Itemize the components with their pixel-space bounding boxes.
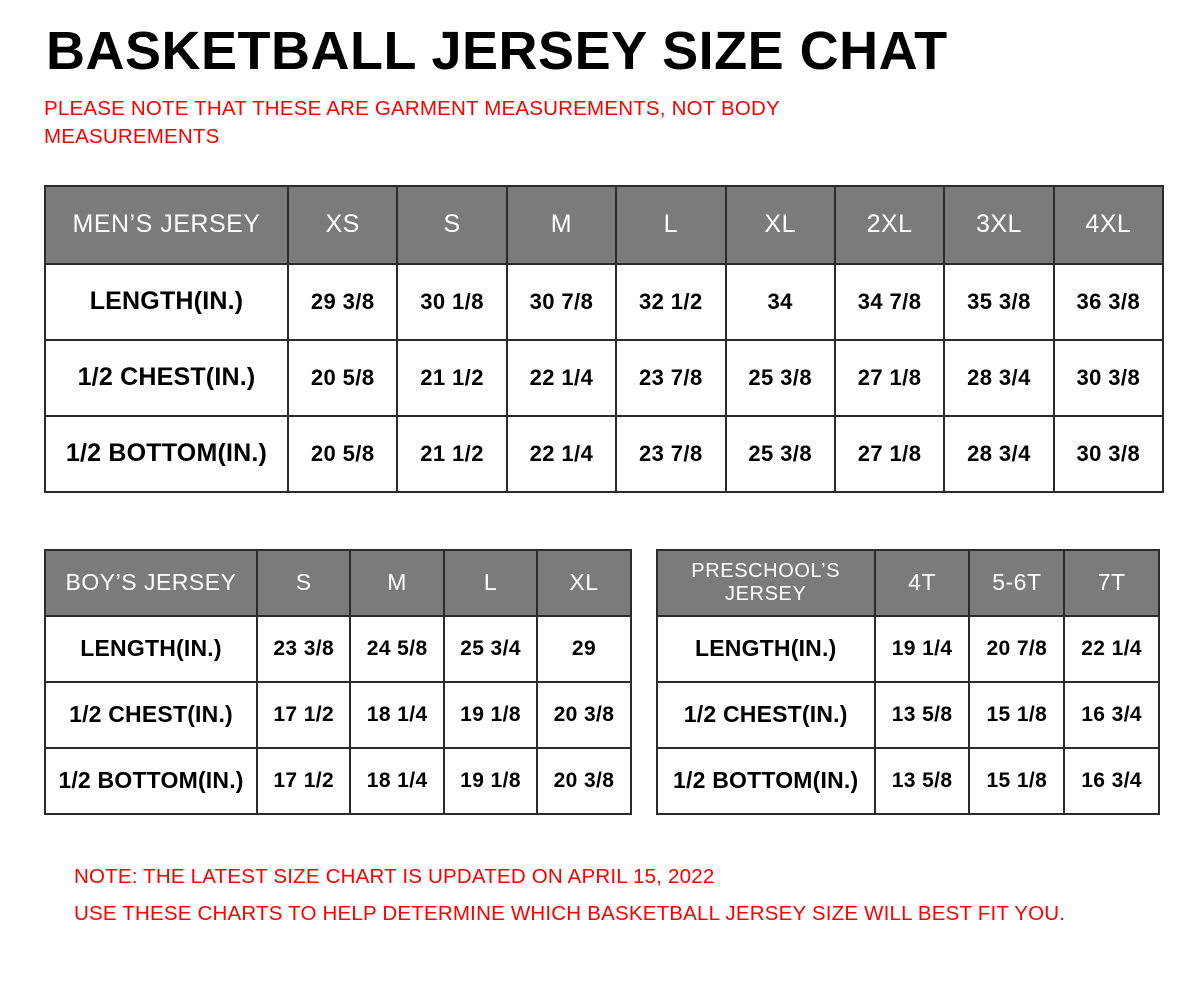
mens-row-label-bottom: 1/2 BOTTOM(IN.) <box>45 416 288 492</box>
boys-bottom-l: 19 1/8 <box>444 748 537 814</box>
preschool-bottom-7t: 16 3/4 <box>1064 748 1159 814</box>
mens-bottom-m: 22 1/4 <box>507 416 616 492</box>
boys-length-s: 23 3/8 <box>257 616 350 682</box>
mens-length-s: 30 1/8 <box>397 264 506 340</box>
preschool-length-4t: 19 1/4 <box>875 616 970 682</box>
boys-row-label-length: LENGTH(IN.) <box>45 616 257 682</box>
mens-length-4xl: 36 3/8 <box>1054 264 1163 340</box>
boys-bottom-xl: 20 3/8 <box>537 748 630 814</box>
preschool-length-5-6t: 20 7/8 <box>969 616 1064 682</box>
mens-chest-s: 21 1/2 <box>397 340 506 416</box>
boys-size-l: L <box>444 550 537 616</box>
preschool-row-label-chest: 1/2 CHEST(IN.) <box>657 682 875 748</box>
mens-size-m: M <box>507 186 616 264</box>
mens-bottom-l: 23 7/8 <box>616 416 725 492</box>
mens-chest-2xl: 27 1/8 <box>835 340 944 416</box>
table-row <box>657 682 1159 748</box>
table-header-row <box>45 186 1163 264</box>
bottom-note-update: NOTE: THE LATEST SIZE CHART IS UPDATED ON APRIL 15, 2022 <box>74 864 715 888</box>
boys-size-m: M <box>350 550 443 616</box>
mens-chest-m: 22 1/4 <box>507 340 616 416</box>
mens-row-label-length: LENGTH(IN.) <box>45 264 288 340</box>
boys-bottom-m: 18 1/4 <box>350 748 443 814</box>
mens-header-label: MEN’S JERSEY <box>45 186 288 264</box>
preschool-size-4t: 4T <box>875 550 970 616</box>
table-row <box>45 748 631 814</box>
mens-size-s: S <box>397 186 506 264</box>
boys-chest-l: 19 1/8 <box>444 682 537 748</box>
boys-jersey-table <box>44 549 632 815</box>
top-note: PLEASE NOTE THAT THESE ARE GARMENT MEASUREMENTS, NOT BODY MEASUREMENTS <box>44 97 780 149</box>
preschool-chest-5-6t: 15 1/8 <box>969 682 1064 748</box>
mens-bottom-s: 21 1/2 <box>397 416 506 492</box>
mens-size-xs: XS <box>288 186 397 264</box>
boys-length-xl: 29 <box>537 616 630 682</box>
mens-chest-l: 23 7/8 <box>616 340 725 416</box>
mens-bottom-2xl: 27 1/8 <box>835 416 944 492</box>
mens-bottom-xl: 25 3/8 <box>726 416 835 492</box>
table-header-row <box>45 550 631 616</box>
table-row <box>45 616 631 682</box>
preschool-bottom-5-6t: 15 1/8 <box>969 748 1064 814</box>
table-row <box>45 682 631 748</box>
mens-length-m: 30 7/8 <box>507 264 616 340</box>
boys-length-l: 25 3/4 <box>444 616 537 682</box>
mens-chest-xs: 20 5/8 <box>288 340 397 416</box>
boys-length-m: 24 5/8 <box>350 616 443 682</box>
preschool-bottom-4t: 13 5/8 <box>875 748 970 814</box>
page-title: BASKETBALL JERSEY SIZE CHAT <box>46 21 948 81</box>
table-header-row <box>657 550 1159 616</box>
boys-size-s: S <box>257 550 350 616</box>
mens-size-4xl: 4XL <box>1054 186 1163 264</box>
mens-chest-xl: 25 3/8 <box>726 340 835 416</box>
mens-chest-4xl: 30 3/8 <box>1054 340 1163 416</box>
mens-length-3xl: 35 3/8 <box>944 264 1053 340</box>
mens-size-2xl: 2XL <box>835 186 944 264</box>
boys-size-xl: XL <box>537 550 630 616</box>
mens-length-l: 32 1/2 <box>616 264 725 340</box>
bottom-note-usage: USE THESE CHARTS TO HELP DETERMINE WHICH BASKETBALL JERSEY SIZE WILL BEST FIT YOU. <box>74 901 1066 925</box>
boys-header-label: BOY’S JERSEY <box>45 550 257 616</box>
boys-chest-m: 18 1/4 <box>350 682 443 748</box>
table-row <box>657 616 1159 682</box>
boys-bottom-s: 17 1/2 <box>257 748 350 814</box>
table-row <box>45 416 1163 492</box>
mens-length-2xl: 34 7/8 <box>835 264 944 340</box>
lower-tables-row <box>44 549 1160 815</box>
bottom-notes <box>74 859 1160 933</box>
mens-size-l: L <box>616 186 725 264</box>
preschool-size-7t: 7T <box>1064 550 1159 616</box>
boys-chest-xl: 20 3/8 <box>537 682 630 748</box>
preschool-jersey-table <box>656 549 1160 815</box>
boys-row-label-chest: 1/2 CHEST(IN.) <box>45 682 257 748</box>
mens-chest-3xl: 28 3/4 <box>944 340 1053 416</box>
preschool-header-label: PRESCHOOL’S JERSEY <box>657 550 875 616</box>
mens-length-xl: 34 <box>726 264 835 340</box>
boys-row-label-bottom: 1/2 BOTTOM(IN.) <box>45 748 257 814</box>
preschool-length-7t: 22 1/4 <box>1064 616 1159 682</box>
mens-bottom-4xl: 30 3/8 <box>1054 416 1163 492</box>
mens-size-xl: XL <box>726 186 835 264</box>
boys-chest-s: 17 1/2 <box>257 682 350 748</box>
mens-length-xs: 29 3/8 <box>288 264 397 340</box>
preschool-size-5-6t: 5-6T <box>969 550 1064 616</box>
table-row <box>45 264 1163 340</box>
mens-bottom-xs: 20 5/8 <box>288 416 397 492</box>
mens-row-label-chest: 1/2 CHEST(IN.) <box>45 340 288 416</box>
preschool-row-label-length: LENGTH(IN.) <box>657 616 875 682</box>
preschool-row-label-bottom: 1/2 BOTTOM(IN.) <box>657 748 875 814</box>
preschool-chest-7t: 16 3/4 <box>1064 682 1159 748</box>
table-row <box>45 340 1163 416</box>
mens-jersey-table <box>44 185 1164 493</box>
mens-size-3xl: 3XL <box>944 186 1053 264</box>
table-row <box>657 748 1159 814</box>
preschool-chest-4t: 13 5/8 <box>875 682 970 748</box>
mens-bottom-3xl: 28 3/4 <box>944 416 1053 492</box>
